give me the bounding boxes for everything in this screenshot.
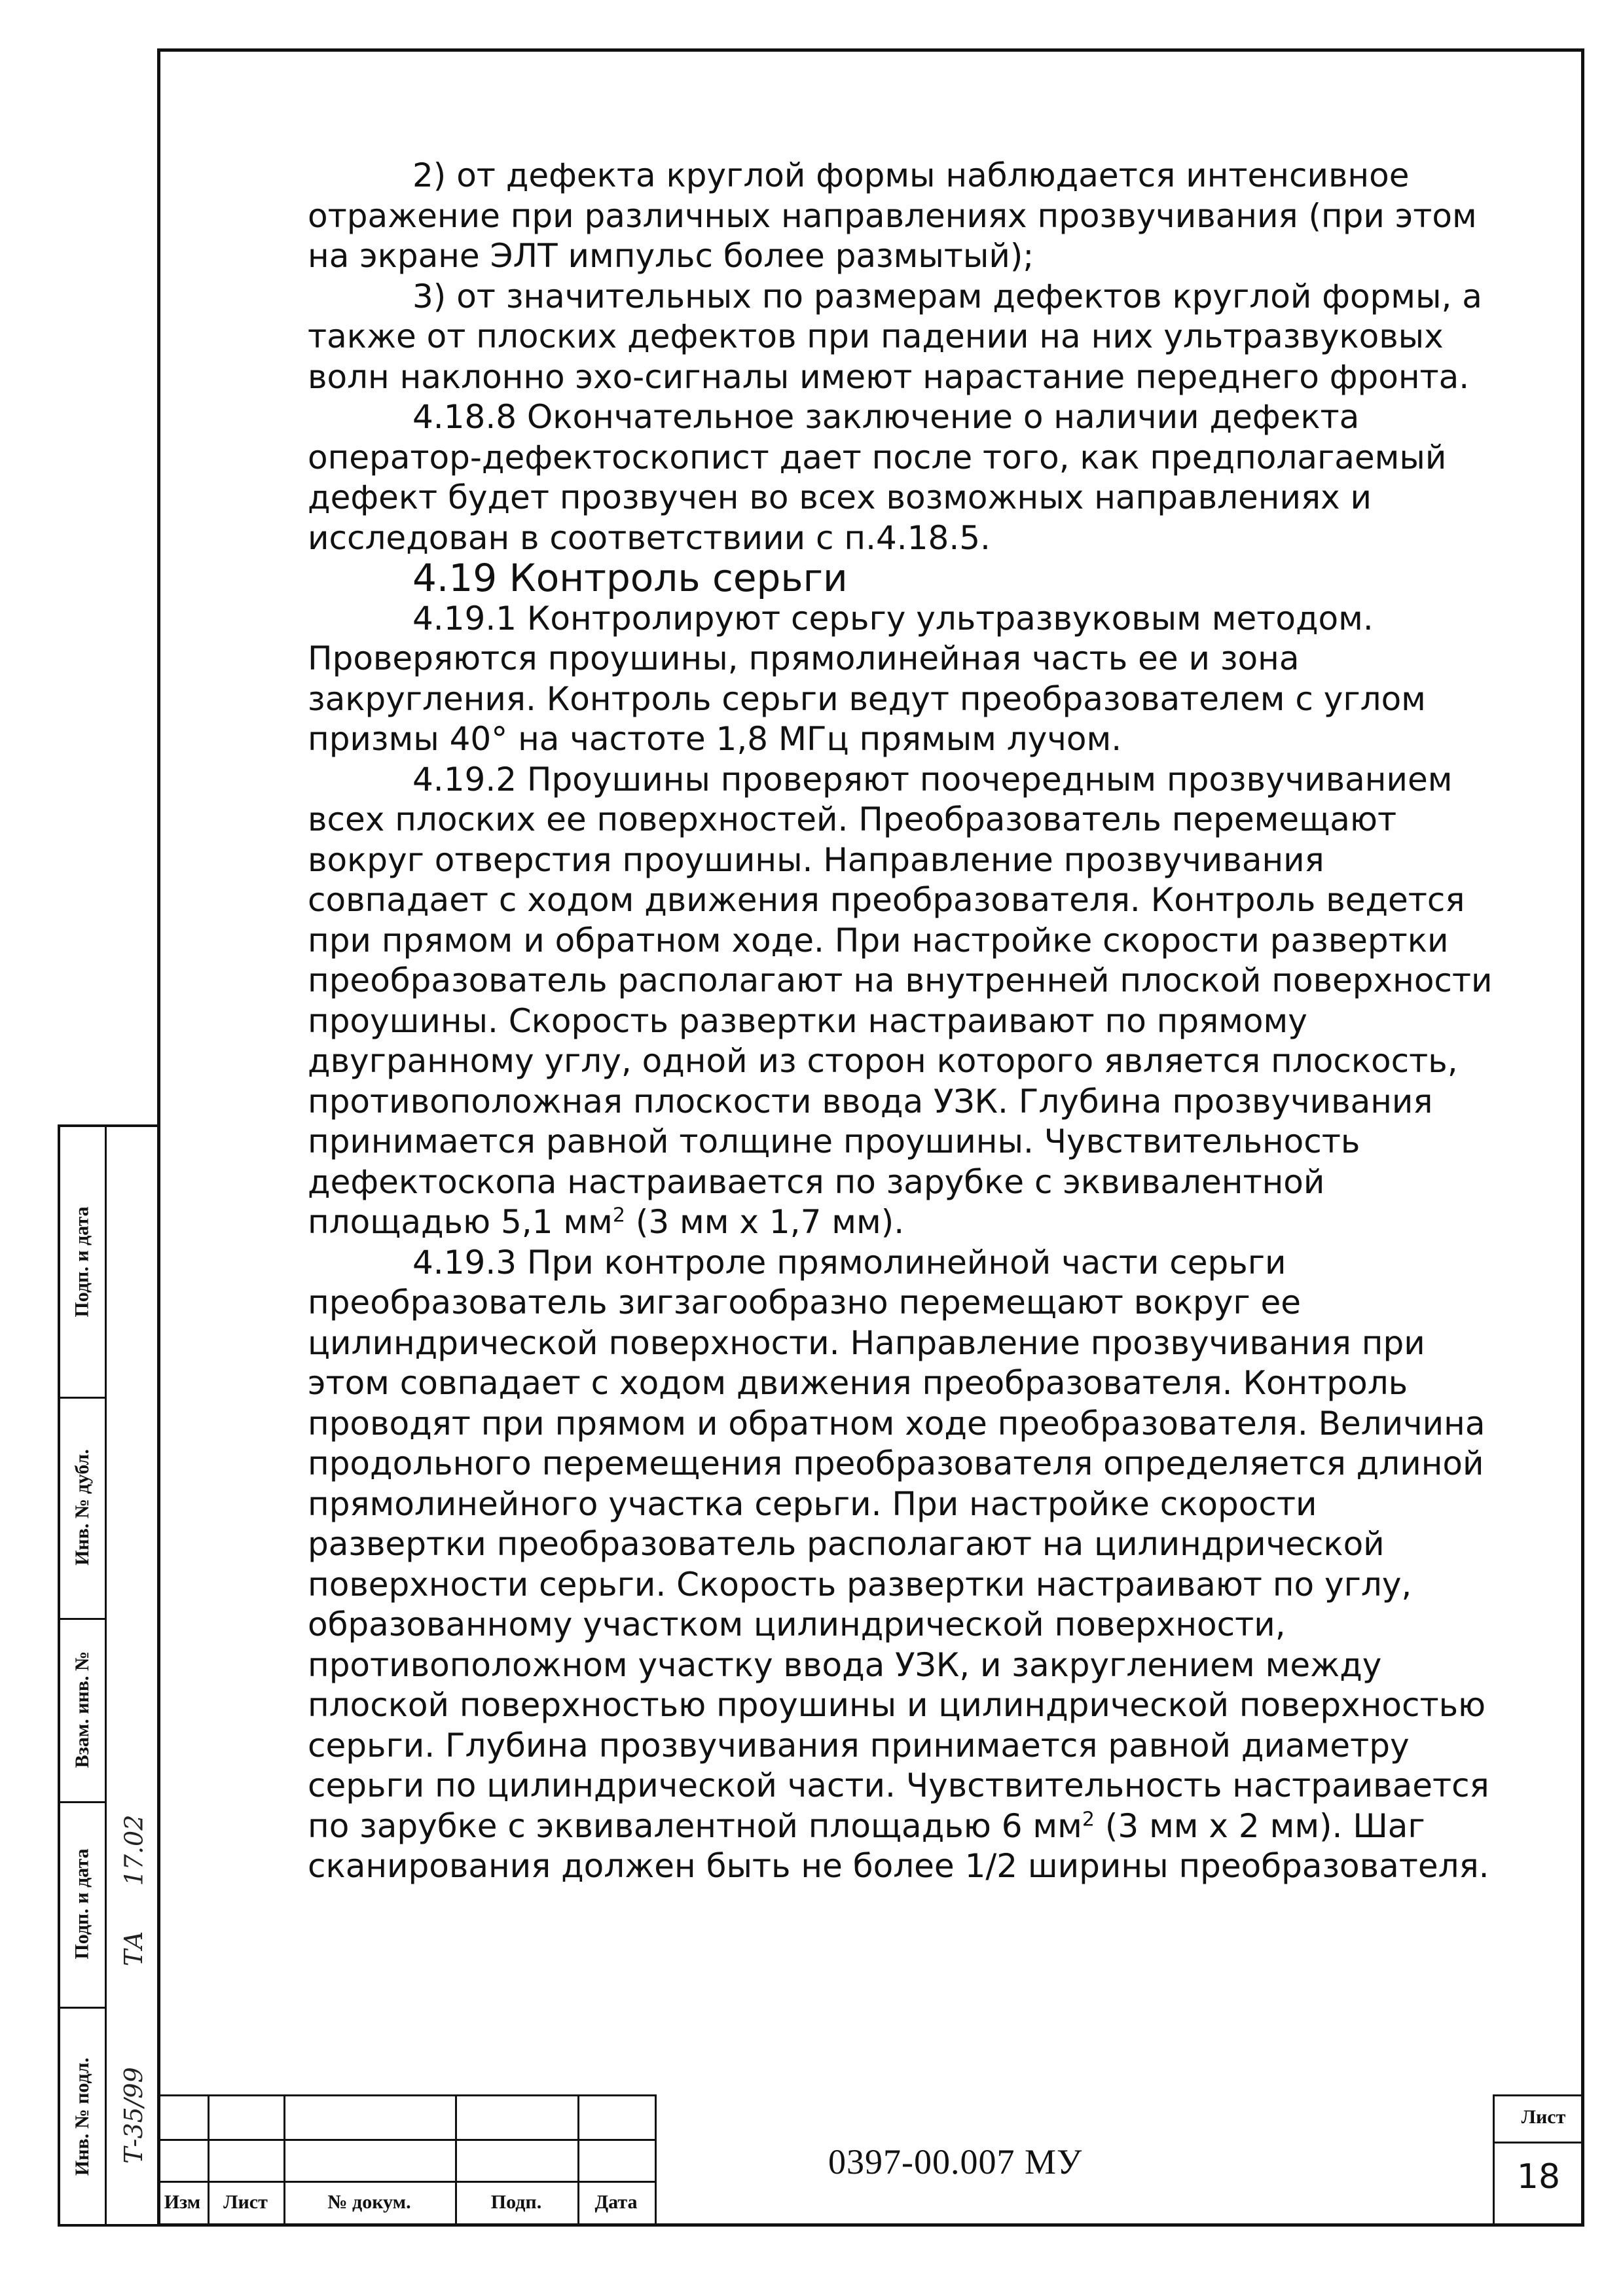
handwritten-date: 17.02 — [119, 1814, 149, 1886]
title-block-rule — [655, 2094, 657, 2227]
column-doc-number: № докум. — [327, 2191, 411, 2213]
margin-cell — [107, 1899, 160, 1998]
paragraph-defect-large: 3) от значительных по размерам дефектов круглой формы, а также от плоских дефектов при падении на них ультразвуковых волн наклонно эхо-сигналы имеют нарастание переднего фронта. — [308, 277, 1482, 396]
title-block — [157, 2094, 1584, 2227]
document-code: 0397-00.007 МУ — [828, 2142, 1083, 2181]
column-date: Дата — [594, 2191, 638, 2213]
margin-cell — [60, 1127, 105, 1397]
document-body — [308, 156, 1499, 1887]
margin-stamp — [58, 1124, 160, 2227]
superscript-2: 2 — [1082, 1807, 1095, 1831]
sheet-number: 18 — [1516, 2157, 1561, 2197]
paragraph-4-19-3 — [308, 1243, 1499, 1887]
paragraph-4-19-2 — [308, 760, 1499, 1243]
title-block-rule — [1493, 2142, 1584, 2144]
paragraph-4-19-2-text: 4.19.2 Проушины проверяют поочередным прозвучиванием всех плоских ее поверхностей. Преобразователь перемещают вокруг отверстия проушины. Направление прозвучивания совпадает с ходом движения преобразователя. Контроль ведется при прямом и обратном ходе. При настройке скорости развертки преобразователь располагают на внутренней плоской поверхности проушины. Скорость развертки настраивают по прямому двугранному углу, одной из сторон которого является плоскость, противоположная плоскости ввода УЗК. Глубина прозвучивания принимается равной толщине проушины. Чувствительность дефектоскопа настраивается по зарубке с эквивалентной площадью 5,1 мм — [308, 760, 1493, 1241]
paragraph-4-19-1: 4.19.1 Контролируют серьгу ультразвуковым методом. Проверяются проушины, прямолинейная часть ее и зона закругления. Контроль серьги ведут преобразователем с углом призмы 40° на частоте 1,8 МГц прямым лучом. — [308, 599, 1426, 758]
margin-cell — [60, 1618, 105, 1801]
column-izm: Изм — [164, 2191, 201, 2213]
margin-label-inv-dubl: Инв. № дубл. — [71, 1449, 93, 1566]
margin-label-podp-data: Подп. и дата — [71, 1848, 93, 1960]
column-list: Лист — [223, 2191, 268, 2213]
superscript-2: 2 — [612, 1204, 625, 1227]
handwritten-signature: ТА — [119, 1930, 148, 1967]
margin-cell — [107, 1801, 160, 1899]
section-heading-4-19: 4.19 Контроль серьги — [412, 556, 848, 600]
paragraph-4-19-3-end: (3 мм х 2 мм). Шаг сканирования должен быть не более 1/2 ширины преобразователя. — [308, 1806, 1489, 1885]
margin-column-divider — [105, 1127, 107, 2224]
margin-cell — [107, 2017, 160, 2214]
title-block-rule — [157, 2139, 655, 2141]
paragraph-4-18-8: 4.18.8 Окончательное заключение о наличии дефекта оператор-дефектоскопист дает после того, как предполагаемый дефект будет прозвучен во всех возможных направлениях и исследован в соответствиии с п.4.18.5. — [308, 398, 1447, 557]
title-block-rule — [157, 2094, 655, 2096]
margin-label-inv-podl: Инв. № подл. — [71, 2057, 93, 2176]
margin-label-vzam-inv: Взам. инв. № — [71, 1651, 94, 1768]
margin-cell — [60, 2007, 105, 2227]
paragraph-4-19-2-end: (3 мм х 1,7 мм). — [625, 1203, 905, 1241]
handwritten-inventory-number: Т-35/99 — [119, 2067, 149, 2164]
paragraph-4-19-3-text: 4.19.3 При контроле прямолинейной части серьги преобразователь зигзагообразно перемещают вокруг ее цилиндрической поверхности. Направление прозвучивания при этом совпадает с ходом движения преобразователя. Контроль проводят при прямом и обратном ходе преобразователя. Величина продольного перемещения преобразователя определяется длиной прямолинейного участка серьги. При настройке скорости развертки преобразователь располагают на цилиндрической поверхности серьги. Скорость развертки настраивают по углу, образованному участком цилиндрической поверхности, противоположном участку ввода УЗК, и закруглением между плоской поверхностью проушины и цилиндрической поверхностью серьги. Глубина прозвучивания принимается равной диаметру серьги по цилиндрической части. Чувствительность настраивается по зарубке с эквивалентной площадью 6 мм — [308, 1243, 1489, 1845]
margin-cell — [60, 1801, 105, 2007]
sheet-label: Лист — [1521, 2106, 1566, 2128]
margin-label-podp-data: Подп. и дата — [71, 1206, 93, 1318]
column-signature: Подп. — [490, 2191, 542, 2213]
title-block-rule — [157, 2181, 655, 2183]
paragraph-defect-round: 2) от дефекта круглой формы наблюдается интенсивное отражение при различных направлениях прозвучивания (при этом на экране ЭЛТ импульс более размытый); — [308, 156, 1477, 275]
margin-cell — [60, 1397, 105, 1618]
title-block-rule — [1493, 2094, 1584, 2096]
